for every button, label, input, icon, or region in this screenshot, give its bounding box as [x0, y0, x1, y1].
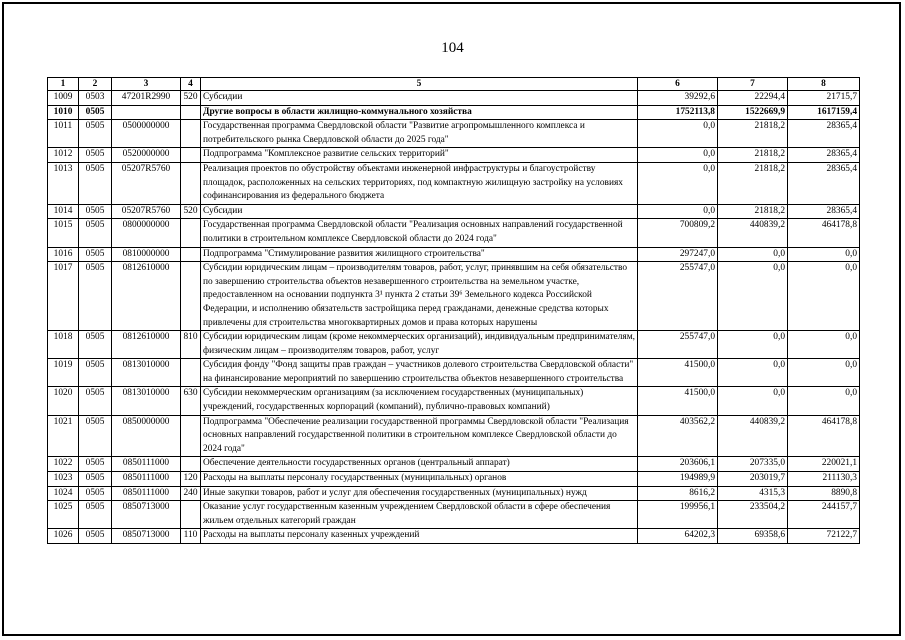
section-code-cell: 0505: [79, 415, 112, 457]
expense-type-cell: [181, 120, 201, 148]
budget-table: [47, 77, 860, 544]
amount-col8-cell: 0,0: [788, 331, 860, 359]
amount-col6-cell: 0,0: [638, 148, 718, 163]
section-code-cell: 0505: [79, 529, 112, 544]
expense-type-cell: [181, 359, 201, 387]
table-row: [48, 247, 860, 262]
amount-col8-cell: 8890,8: [788, 486, 860, 501]
item-name-cell: Оказание услуг государственным казенным учреждением Свердловской области в сфере обеспечения жильем отдельных категорий граждан: [201, 501, 638, 529]
expense-type-cell: 630: [181, 387, 201, 415]
amount-col8-cell: 0,0: [788, 359, 860, 387]
section-code-cell: 0505: [79, 247, 112, 262]
amount-col8-cell: 211130,3: [788, 472, 860, 487]
section-code-cell: 0505: [79, 359, 112, 387]
target-article-cell: 05207R5760: [112, 162, 181, 204]
amount-col7-cell: 22294,4: [718, 91, 788, 106]
amount-col7-cell: 203019,7: [718, 472, 788, 487]
item-name-cell: Субсидии юридическим лицам – производителям товаров, работ, услуг, принявшим на себя обязательство по завершению строительства объектов незавершенного строительства на земельном участке, предоставленном на основании подпункта 3¹ пункта 2 статьи 39⁶ Земельного кодекса Российской Федерации, и исполнению обязательств застройщика перед гражданами, денежные средства которых привлечены для строительства многоквартирных домов и права которых нарушены: [201, 262, 638, 331]
item-name-cell: Государственная программа Свердловской области "Реализация основных направлений государственной политики в строительном комплексе Свердловской области до 2024 года": [201, 219, 638, 247]
expense-type-cell: 120: [181, 472, 201, 487]
item-name-cell: Государственная программа Свердловской области "Развитие агропромышленного комплекса и потребительского рынка Свердловской области до 2025 года": [201, 120, 638, 148]
amount-col6-cell: 8616,2: [638, 486, 718, 501]
amount-col7-cell: 440839,2: [718, 219, 788, 247]
item-name-cell: Субсидии: [201, 91, 638, 106]
section-code-cell: 0505: [79, 486, 112, 501]
row-number-cell: 1024: [48, 486, 79, 501]
amount-col6-cell: 1752113,8: [638, 105, 718, 120]
amount-col7-cell: 0,0: [718, 387, 788, 415]
amount-col8-cell: 72122,7: [788, 529, 860, 544]
expense-type-cell: 520: [181, 91, 201, 106]
amount-col7-cell: 0,0: [718, 331, 788, 359]
amount-col6-cell: 0,0: [638, 120, 718, 148]
table-row: [48, 472, 860, 487]
target-article-cell: 0850713000: [112, 501, 181, 529]
amount-col6-cell: 41500,0: [638, 387, 718, 415]
target-article-cell: 0812610000: [112, 262, 181, 331]
target-article-cell: 0800000000: [112, 219, 181, 247]
amount-col6-cell: 0,0: [638, 162, 718, 204]
amount-col7-cell: 233504,2: [718, 501, 788, 529]
target-article-cell: 0520000000: [112, 148, 181, 163]
table-row: [48, 415, 860, 457]
target-article-cell: 0850000000: [112, 415, 181, 457]
section-code-cell: 0505: [79, 501, 112, 529]
amount-col8-cell: 244157,7: [788, 501, 860, 529]
section-code-cell: 0505: [79, 457, 112, 472]
item-name-cell: Подпрограмма "Обеспечение реализации государственной программы Свердловской области "Реализация основных направлений государственной политики в строительном комплексе Свердловской области до 2024 года": [201, 415, 638, 457]
table-row: [48, 91, 860, 106]
amount-col7-cell: 4315,3: [718, 486, 788, 501]
row-number-cell: 1026: [48, 529, 79, 544]
row-number-cell: 1020: [48, 387, 79, 415]
amount-col8-cell: 220021,1: [788, 457, 860, 472]
header-cell: 7: [718, 78, 788, 91]
row-number-cell: 1010: [48, 105, 79, 120]
expense-type-cell: [181, 162, 201, 204]
target-article-cell: 0813010000: [112, 387, 181, 415]
table-row: [48, 331, 860, 359]
amount-col6-cell: 203606,1: [638, 457, 718, 472]
section-code-cell: 0505: [79, 148, 112, 163]
amount-col7-cell: 0,0: [718, 247, 788, 262]
amount-col7-cell: 207335,0: [718, 457, 788, 472]
row-number-cell: 1022: [48, 457, 79, 472]
header-cell: 6: [638, 78, 718, 91]
amount-col6-cell: 64202,3: [638, 529, 718, 544]
row-number-cell: 1012: [48, 148, 79, 163]
table-row: [48, 219, 860, 247]
section-code-cell: 0505: [79, 120, 112, 148]
target-article-cell: [112, 105, 181, 120]
item-name-cell: Субсидия фонду "Фонд защиты прав граждан – участников долевого строительства Свердловской области" на финансирование мероприятий по завершению строительства объектов незавершенного строительства: [201, 359, 638, 387]
amount-col7-cell: 69358,6: [718, 529, 788, 544]
amount-col8-cell: 464178,8: [788, 219, 860, 247]
row-number-cell: 1013: [48, 162, 79, 204]
row-number-cell: 1014: [48, 204, 79, 219]
section-code-cell: 0505: [79, 204, 112, 219]
item-name-cell: Субсидии некоммерческим организациям (за исключением государственных (муниципальных) учреждений, государственных корпораций (компаний), публично-правовых компаний): [201, 387, 638, 415]
section-code-cell: 0505: [79, 387, 112, 415]
table-row: [48, 387, 860, 415]
expense-type-cell: [181, 501, 201, 529]
amount-col8-cell: 0,0: [788, 387, 860, 415]
amount-col6-cell: 700809,2: [638, 219, 718, 247]
page-number: 104: [441, 40, 464, 56]
table-row: [48, 120, 860, 148]
amount-col7-cell: 1522669,9: [718, 105, 788, 120]
expense-type-cell: [181, 415, 201, 457]
item-name-cell: Расходы на выплаты персоналу казенных учреждений: [201, 529, 638, 544]
row-number-cell: 1023: [48, 472, 79, 487]
amount-col6-cell: 41500,0: [638, 359, 718, 387]
target-article-cell: 0810000000: [112, 247, 181, 262]
amount-col8-cell: 28365,4: [788, 120, 860, 148]
amount-col6-cell: 297247,0: [638, 247, 718, 262]
header-cell: 1: [48, 78, 79, 91]
amount-col8-cell: 21715,7: [788, 91, 860, 106]
table-row: [48, 162, 860, 204]
item-name-cell: Реализация проектов по обустройству объектами инженерной инфраструктуры и благоустройству площадок, расположенных на сельских территориях, под компактную жилищную застройку на условиях софинансирования из федерального бюджета: [201, 162, 638, 204]
row-number-cell: 1015: [48, 219, 79, 247]
table-row: [48, 529, 860, 544]
amount-col6-cell: 0,0: [638, 204, 718, 219]
row-number-cell: 1017: [48, 262, 79, 331]
item-name-cell: Обеспечение деятельности государственных органов (центральный аппарат): [201, 457, 638, 472]
item-name-cell: Иные закупки товаров, работ и услуг для обеспечения государственных (муниципальных) нужд: [201, 486, 638, 501]
table-row: [48, 359, 860, 387]
expense-type-cell: [181, 219, 201, 247]
expense-type-cell: 810: [181, 331, 201, 359]
section-code-cell: 0505: [79, 472, 112, 487]
amount-col6-cell: 194989,9: [638, 472, 718, 487]
section-code-cell: 0505: [79, 331, 112, 359]
amount-col7-cell: 0,0: [718, 359, 788, 387]
expense-type-cell: [181, 247, 201, 262]
header-cell: 4: [181, 78, 201, 91]
amount-col6-cell: 403562,2: [638, 415, 718, 457]
target-article-cell: 0812610000: [112, 331, 181, 359]
item-name-cell: Расходы на выплаты персоналу государственных (муниципальных) органов: [201, 472, 638, 487]
expense-type-cell: 520: [181, 204, 201, 219]
amount-col8-cell: 28365,4: [788, 204, 860, 219]
table-row: [48, 148, 860, 163]
section-code-cell: 0505: [79, 105, 112, 120]
amount-col7-cell: 21818,2: [718, 204, 788, 219]
target-article-cell: 0813010000: [112, 359, 181, 387]
row-number-cell: 1011: [48, 120, 79, 148]
table-row: [48, 105, 860, 120]
item-name-cell: Подпрограмма "Стимулирование развития жилищного строительства": [201, 247, 638, 262]
section-code-cell: 0505: [79, 262, 112, 331]
item-name-cell: Подпрограмма "Комплексное развитие сельских территорий": [201, 148, 638, 163]
expense-type-cell: [181, 148, 201, 163]
item-name-cell: Другие вопросы в области жилищно-коммунального хозяйства: [201, 105, 638, 120]
row-number-cell: 1021: [48, 415, 79, 457]
row-number-cell: 1009: [48, 91, 79, 106]
item-name-cell: Субсидии юридическим лицам (кроме некоммерческих организаций), индивидуальным предпринимателям, физическим лицам – производителям товаров, работ, услуг: [201, 331, 638, 359]
target-article-cell: 0850111000: [112, 457, 181, 472]
amount-col6-cell: 199956,1: [638, 501, 718, 529]
expense-type-cell: [181, 105, 201, 120]
table-row: [48, 204, 860, 219]
expense-type-cell: 240: [181, 486, 201, 501]
row-number-cell: 1025: [48, 501, 79, 529]
amount-col7-cell: 440839,2: [718, 415, 788, 457]
amount-col7-cell: 21818,2: [718, 162, 788, 204]
row-number-cell: 1018: [48, 331, 79, 359]
amount-col8-cell: 0,0: [788, 262, 860, 331]
amount-col8-cell: 0,0: [788, 247, 860, 262]
amount-col8-cell: 28365,4: [788, 162, 860, 204]
header-cell: 8: [788, 78, 860, 91]
amount-col6-cell: 255747,0: [638, 262, 718, 331]
amount-col6-cell: 255747,0: [638, 331, 718, 359]
section-code-cell: 0505: [79, 219, 112, 247]
table-row: [48, 262, 860, 331]
expense-type-cell: 110: [181, 529, 201, 544]
section-code-cell: 0503: [79, 91, 112, 106]
amount-col7-cell: 21818,2: [718, 148, 788, 163]
target-article-cell: 05207R5760: [112, 204, 181, 219]
amount-col8-cell: 28365,4: [788, 148, 860, 163]
target-article-cell: 0500000000: [112, 120, 181, 148]
header-row: [48, 78, 860, 91]
amount-col8-cell: 1617159,4: [788, 105, 860, 120]
header-cell: 2: [79, 78, 112, 91]
row-number-cell: 1019: [48, 359, 79, 387]
amount-col7-cell: 0,0: [718, 262, 788, 331]
expense-type-cell: [181, 457, 201, 472]
target-article-cell: 47201R2990: [112, 91, 181, 106]
table-row: [48, 457, 860, 472]
header-cell: 5: [201, 78, 638, 91]
table-row: [48, 501, 860, 529]
row-number-cell: 1016: [48, 247, 79, 262]
target-article-cell: 0850111000: [112, 486, 181, 501]
section-code-cell: 0505: [79, 162, 112, 204]
item-name-cell: Субсидии: [201, 204, 638, 219]
amount-col6-cell: 39292,6: [638, 91, 718, 106]
amount-col8-cell: 464178,8: [788, 415, 860, 457]
target-article-cell: 0850111000: [112, 472, 181, 487]
amount-col7-cell: 21818,2: [718, 120, 788, 148]
expense-type-cell: [181, 262, 201, 331]
table-row: [48, 486, 860, 501]
header-cell: 3: [112, 78, 181, 91]
target-article-cell: 0850713000: [112, 529, 181, 544]
